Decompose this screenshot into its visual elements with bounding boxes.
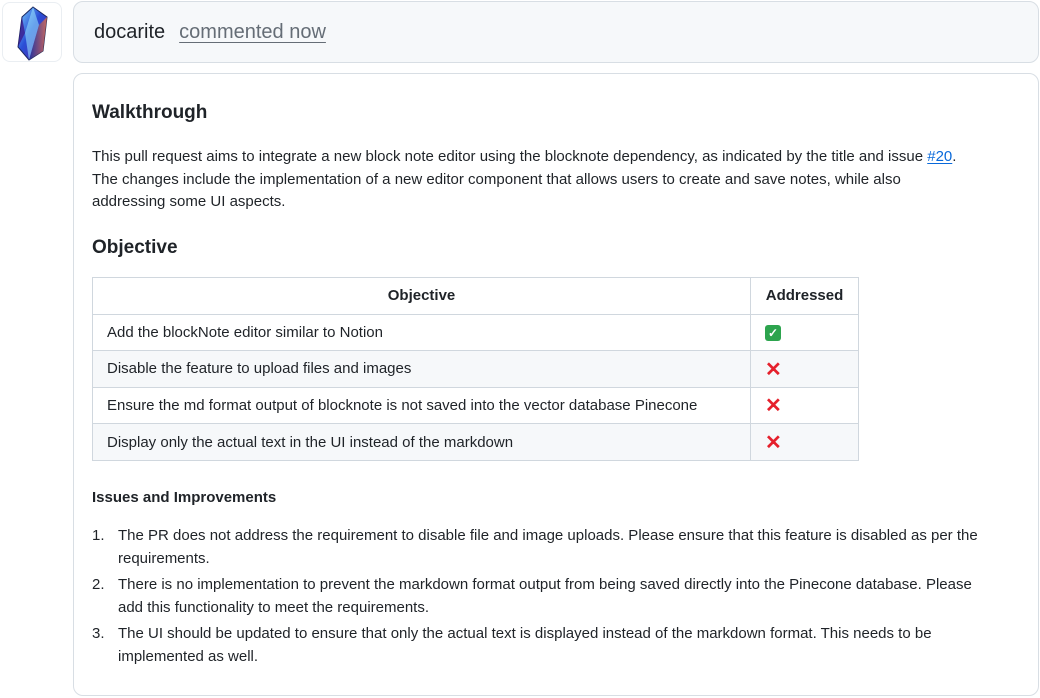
list-number: 1.	[92, 527, 105, 544]
list-item	[92, 574, 992, 619]
list-number: 3.	[92, 625, 105, 642]
list-item	[92, 525, 992, 570]
list-item-text: There is no implementation to prevent the markdown format output from being saved directly into the Pinecone database. Please add this functionality to meet the requirements.	[118, 576, 972, 616]
comment-body	[73, 73, 1039, 696]
cross-icon: ✕	[765, 395, 782, 418]
table-row	[93, 314, 859, 351]
list-item-text: The PR does not address the requirement to disable file and image uploads. Please ensure that this feature is disabled as per the requirements.	[118, 527, 978, 567]
addressed-cell	[751, 424, 859, 461]
comment-author[interactable]: docarite	[94, 20, 166, 43]
column-header-objective: Objective	[93, 278, 751, 315]
issues-list	[92, 525, 992, 672]
addressed-cell	[751, 314, 859, 351]
objective-cell: Display only the actual text in the UI instead of the markdown	[93, 424, 751, 461]
objective-cell: Ensure the md format output of blocknote is not saved into the vector database Pinecone	[93, 387, 751, 424]
comment-time[interactable]: commented now	[179, 20, 326, 43]
list-item-text: The UI should be updated to ensure that only the actual text is displayed instead of the markdown format. This needs to be implemented as well.	[118, 625, 932, 665]
walkthrough-text-part: This pull request aims to integrate a new block note editor using the blocknote dependency, as indicated by the title and issue	[92, 148, 928, 165]
objective-heading: Objective	[92, 237, 178, 258]
walkthrough-text-part: . The changes include the implementation of a new editor component that allows users to create and save notes, while also addressing some UI aspects.	[92, 148, 957, 210]
objective-cell: Disable the feature to upload files and images	[93, 351, 751, 388]
issue-link[interactable]: #20	[927, 148, 953, 165]
list-item	[92, 623, 992, 668]
addressed-cell	[751, 351, 859, 388]
list-number: 2.	[92, 576, 105, 593]
table-row	[93, 351, 859, 388]
column-header-addressed: Addressed	[751, 278, 859, 315]
addressed-cell	[751, 387, 859, 424]
avatar[interactable]	[2, 2, 62, 62]
comment-header	[73, 1, 1039, 63]
cross-icon: ✕	[765, 431, 782, 454]
issues-heading: Issues and Improvements	[92, 489, 277, 506]
walkthrough-text	[92, 146, 972, 214]
objective-table	[92, 277, 859, 461]
check-icon: ✓	[765, 325, 781, 341]
crystal-gem-icon	[3, 3, 62, 62]
table-row	[93, 424, 859, 461]
objective-cell: Add the blockNote editor similar to Notion	[93, 314, 751, 351]
walkthrough-heading: Walkthrough	[92, 102, 208, 123]
table-row	[93, 387, 859, 424]
cross-icon: ✕	[765, 358, 782, 381]
